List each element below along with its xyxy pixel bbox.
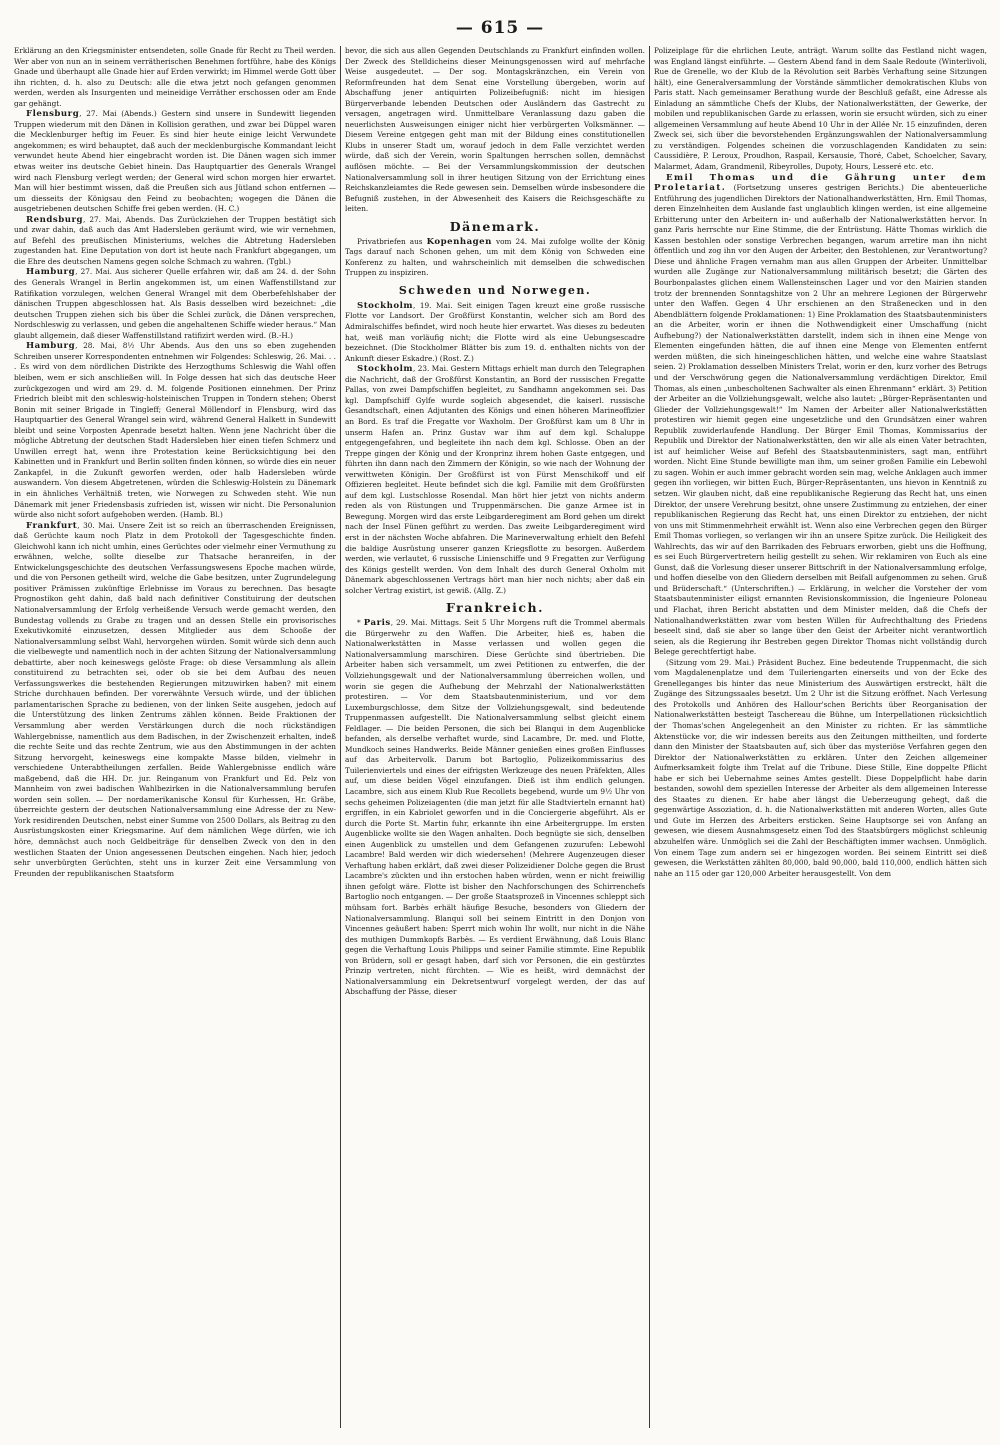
article-text: , 28. Mai, 8½ Uhr Abends. Aus den uns so eben zugehenden Schreiben unserer Korrespondenten entnehmen wir Folgendes: Schleswig, 26. Mai. . . . Es wird von dem nördlichen Distrikte des Herzogthums Schleswig die Wahl offen bleiben, wem er sich anschließen will. In Folge dessen hat sich das deutsche Heer zurückgezogen und wird am 29. d. M. folgende Positionen einnehmen. Der Prinz Friedrich bleibt mit den schleswig-holsteinischen Truppen in Tondern stehen; Oberst Bonin mit seiner Brigade in Tingleff; General Möllendorf in Flensburg, wird das Hauptquartier des General Wrangel sein wird, während General Halkett in Sundewitt bleibt und seine Vorposten Apenrade besetzt halten. Wenn jene Nachricht über die mögliche Abtretung der deutschen Stadt Hadersleben hier einen tiefen Schmerz und Unwillen erregt hat, wenn ihre Protestation keine Berücksichtigung bei den Kabinetten und in Frankfurt und Berlin sollten finden können, so würde dies ein neuer Zankapfel, in die Zukunft geworfen werden, oder halb Hadersleben würde auswandern. Von diesem Abgetretenen, würden die Schleswig-Holstein zu Dänemark in ein ähnliches Verhältniß treten, wie Norwegen zu Schweden steht. Wie nun Dänemark mit jener Friedensbasis zufrieden ist, wissen wir nicht. Die Personalunion würde also nicht sofort aufgehoben werden. (Hamb. Bl.) [14,341,336,520]
column-middle [345,46,645,1426]
article-stockholm-19 [345,301,645,364]
dateline-place: Hamburg [26,341,76,352]
article-prefix: * [357,618,364,628]
article-text: , 27. Mai, Abends. Das Zurückziehen der Truppen bestätigt sich und zwar dahin, daß auch das Amt Hadersleben geräumt wird, wie wir vernehmen, auf Befehl des preußischen Ministeriums, welches die Abtretung Hadersleben zugestanden hat. Eine Deputation von dort ist heute nach Frankfurt abgegangen, um die Ehre des deutschen Namens gegen solche Schmach zu wahren. (Tgbl.) [14,214,336,266]
article-prefix: Privatbriefen aus [357,236,427,246]
article-hamburg-27 [14,267,336,341]
article-text: , 27. Mai. Aus sicherer Quelle erfahren wir, daß am 24. d. der Sohn des Generals Wrangel in Berlin angekommen ist, um einen Waffenstillstand zur Ratifikation vorzulegen, welchen General Wrangel mit dem Oberbefehlshaber der dänischen Truppen abgeschlossen hat. Als Basis desselben wird bezeichnet: „die deutschen Truppen ziehen sich bis über die Schlei zurück, die Dänen versprechen, Nordschleswig zu verlassen, und geben die angehaltenen Schiffe wieder heraus.“ Man glaubt allgemein, daß dieser Waffenstillstand ratifizirt werden wird. (B.-H.) [14,267,336,340]
article-heading: Emil Thomas und die Gährung unter dem Proletariat. [654,172,987,194]
article-hamburg-28 [14,341,336,520]
article-text: , 23. Mai. Gestern Mittags erhielt man durch den Telegraphen die Nachricht, daß der Großfürst Konstantin, an Bord der russischen Fregatte Pallas, von zwei Dampfschiffen begleitet, zu Sandhamn angekommen sei. Das kgl. Dampfschiff Gylfe wurde sogleich abgesendet, die kaiserl. russische Gesandtschaft, einen Adjutanten des Königs und einen höheren Marineoffizier an Bord. Es traf die Fregatte vor Waxholm. Der Großfürst kam um 8 Uhr in unserm Hafen an. Prinz Gustav war ihm auf dem kgl. Schaluppe entgegengefahren, und begleitete ihn nach dem kgl. Schlosse. Oben an der Treppe gingen der König und der Kronprinz ihrem hohen Gaste entgegen, und führten ihn dann nach den Zimmern der Königin, so wie nach der Wohnung der verwittweten Königin. Der Großfürst ist von Fürst Menschikoff und elf Offizieren begleitet. Heute befindet sich die kgl. Familie mit dem Großfürsten auf dem kgl. Lustschlosse Rosendal. Man hört hier jetzt von nichts anderm reden als von Rüstungen und Truppenmärschen. Die ganze Armee ist in Bewegung. Morgen wird das erste Leibgarderegiment am Bord gehen um direkt nach der Insel Fünen geführt zu werden. Das zweite Leibgarderegiment wird erst in der nächsten Woche abfahren. Die Marineverwaltung erhielt den Befehl die baldige Ausrüstung unserer ganzen Kriegsflotte zu besorgen. Außerdem werden, wie verlautet, 6 russische Linienschiffe und 9 Fregatten zur Verfügung des Königs gestellt werden. Von dem Inhalt des durch General Oxholm mit Dänemark abgeschlossenen Vertrags hört man hier noch nichts; aber daß ein solcher Vertrag existirt, ist gewiß. (Allg. Z.) [345,364,645,595]
article-frankfurt [14,521,336,880]
section-heading-daenemark: Dänemark. [449,218,541,234]
column-rule [340,46,341,1428]
article-text: , 27. Mai (Abends.) Gestern sind unsere in Sundewitt liegenden Truppen wiederum mit den Dänen in Kollision gerathen, und zwar bei Düppel waren die Mecklenburger heftig im Feuer. Es sind hier heute einige leicht Verwundete angekommen; es wird behauptet, daß auch der mecklenburgische Kommandant leicht verwundet heute Abend hier eingebracht worden ist. Die Dänen wagen sich immer etwas weiter ins deutsche Gebiet hinein. Das Hauptquartier des Generals Wrangel wird nach Flensburg verlegt werden; der General wird schon morgen hier erwartet. Man will hier bestimmt wissen, daß die Preußen sich aus Jütland schon entfernen — um diesseits der Königsau den Feind zu beobachten; wogegen die Dänen die ausgetriebenen deutschen Schiffe frei geben werden. (H. C.) [14,109,336,214]
dateline-place: Kopenhagen [426,236,492,247]
article-text: (Fortsetzung unseres gestrigen Berichts.) Die abenteuerliche Entführung des jugendlichen Direktors der Nationalhandwerkstätten, Hrn. Emil Thomas, deren Einzelnheiten dem Auslande fast unglaublich klingen werden, ist eine allgemeine Erbitterung unter den Arbeitern in- und außerhalb der Nationalwerkstätten hervor. In ganz Paris herrschte nur Eine Stimme, die der Entrüstung. Hätte Thomas wirklich die Kassen bestohlen oder sonstige Verbrechen begangen, warum arretire man ihn nicht öffentlich und zog ihn vor den Augen der Arbeiter, den Bestohlenen, zur Verantwortung? Diese und ähnliche Fragen vernahm man aus allen Gruppen der Arbeiter. Unmittelbar wurden alle Zugänge zur Nationalversammlung militärisch besetzt; die Gärten des Bourbonpalastes glichen einem Wallensteinschen Lager und vor den Mairien standen trotz der brennenden Sonntagshitze von 2 Uhr an mehrere Legionen der Bürgerwehr unter den Waffen. Gegen 4 Uhr erschienen an den Straßenecken und in den Abendblättern folgende Proklamationen: 1) Eine Proklamation des Staatsbautenministers an die Arbeiter, worin er ihnen die Nothwendigkeit einer Umschaffung (nicht Aufhebung?) der Nationalwerkstätten darstellt, indem sich in ihnen eine Menge von Elementen eingefunden hätten, die auf ihnen eine Menge von Elementen entfernt werden müßten, die sich hineingeschlichen hätten, und welche eine wahre Staatslast seien. 2) Proklamation desselben Ministers Trelat, worin er den, kurz vorher des Betrugs und der Verschwörung gegen die Nationalversammlung verdächtigen Direktor, Emil Thomas, als einen „unbescholtenen Sachwalter als einen Ehrenmann“ erklärt. 3) Petition der Arbeiter an die Vollziehungsgewalt, welche also lautet: „Bürger-Repräsentanten und Glieder der Vollziehungsgewalt!“ Im Namen der Arbeiter aller Nationalwerkstätten protestiren wir hiemit gegen eine ungesetzliche und den Grundsätzen einer wahren Republik zuwiderlaufende Handlung. Der Bürger Emil Thomas, Kommissarius der Republik und Direktor der Nationalwerkstätten, den wir alle als einen Vater betrachten, ist auf heimlicher Weise auf Befehl des Staatsbautenministers, sagt man, entführt worden. Nicht Eine Stunde bewilligte man ihm, um seiner großen Familie ein Lebewohl zu sagen. Wohin er auch immer gebracht worden sein mag, welche Anklagen auch immer gegen ihn vorliegen, wir bitten Euch, Bürger-Repräsentanten, uns hievon in Kenntniß zu setzen. Wir glauben nicht, daß eine republikanische Regierung das Recht hat, uns einen Direktor, der unsere Verehrung besitzt, ohne unsere Zustimmung zu entziehen, der einer republikanischen Regierung das Recht hat, uns einen Direktor zu entziehen, der nicht von uns mit Stimmenmehrheit erwählt ist. Wenn also eine Verbrechen gegen den Bürger Emil Thomas vorliegen, so verlangen wir ihn an unsere Spitze zurück. Die Heiligkeit des Wahlrechts, das wir auf den Barrikaden des Februars erworben, giebt uns die Hoffnung, es sei Euch Bürgervertretern heilig gestellt zu sehen. Wir reklamiren von Euch als eine Gunst, daß die Vorlesung dieser unserer Bittschrift in der Nationalversammlung erfolge, und hoffen dieselbe von den Gliedern derselben mit Beifall aufgenommen zu sehen. Gruß und Brüderschaft.“ (Unterschriften.) — Erklärung, in welcher die Vorsteher der vom Staatsbautenminister eiligst ernannten Revisionskommission, die Ingenieure Poloneau und Flachat, ihren Bericht abstatten und dem Minister melden, daß die Chefs der Nationalhandwerkstätten zwar vom besten Willen für Aufrechthaltung des Friedens beseelt sind, daß sie aber so lange über den Geist der Arbeiter nicht verantwortlich seien, als die Regierung ihr Bestreben gegen Direktor Thomas nicht vollständig durch Belege gerechtfertigt habe. [654,183,987,657]
dateline-place: Stockholm [357,364,413,375]
section-heading-frankreich: Frankreich. [446,600,544,616]
dateline-place: Hamburg [26,267,76,278]
article-continuation: Polizeiplage für die ehrlichen Leute, anträgt. Warum sollte das Festland nicht wagen, was England längst einführte. — Gestern Abend fand in dem Saale Redoute (Winterlivoli, Rue de Grenelle, wo der Klub de la Révolution seit Barbès Verhaftung seine Sitzungen hält), eine Generalversammlung der Vorstände sämmtlicher demokratischen Klubs von Paris statt. Nach gemeinsamer Berathung wurde der Beschluß gefaßt, eine Adresse als Einladung an sämmtliche Chefs der Klubs, der Nationalwerkstätten, der Gewerke, der mobilen und republikanischen Garde zu erlassen, worin sie ersucht würden, sich zu einer allgemeinen Versammlung auf heute Abend 10 Uhr in der Allée Nr. 15 einzufinden, deren Zweck sei, sich über die bevorstehenden Ergänzungswahlen der Nationalversammlung zu verständigen. Folgendes scheinen die vorzuschlagenden Kandidaten zu sein: Caussidière, P. Leroux, Proudhon, Raspail, Kersausie, Thoré, Cabet, Schoelcher, Savary, Malarmet, Adam, Grandmenil, Ribeyrolles, Dupoty, Hours, Lesseré etc. etc. [654,46,987,172]
column-right [654,46,987,1426]
article-text: Präsident Buchez. Eine bedeutende Truppenmacht, die sich vom Magdalenenplatze und dem Tuileriengarten einerseits und von der Ecke des Grenelleganges bis hinter das neue Ministerium des Auswärtigen erstreckt, hält die Zugänge des Sitzungssaales besetzt. Um 2 Uhr ist die Sitzung eröffnet. Nach Verlesung des Protokolls und Anhören des Hallour'schen Berichts über Reorganisation der Nationalwerkstätten besteigt Taschereau die Bühne, um Interpellationen rücksichtlich der Thomas'schen Angelegenheit an den Minister zu richten. Er las sämmtliche Aktenstücke vor, die wir indessen bereits aus den Zeitungen mittheilten, und forderte dann den Minister der Staatsbauten auf, sich über das mysteriöse Verfahren gegen den Direktor der Nationalwerkstätten zu erklären. Unter den Zeichen allgemeiner Aufmerksamkeit folgte ihm Trelat auf die Tribune. Diese Stille, Eine doppelte Pflicht habe er sich bei Uebernahme seines Amtes gestellt. Diese Doppelpflicht habe darin bestanden, sowohl dem speziellen Interesse der Arbeiter als dem allgemeinen Interesse des Staates zu dienen. Er habe aber längst die Ueberzeugung gehegt, daß die gegenwärtige Assoziation, d. h. die Nationalwerkstätten mit anderen Worten, alles Gute und Gute im Herzen des Arbeiters ersticken. Seine Hauptsorge sei von Anfang an gewesen, wie diesem Ausnahmsgesetz einen Tod des Staatsbürgers möglichst schleunig abzuhelfen wäre. Unmöglich sei die Zahl der Beschäftigten immer wachsen. Unmöglich. Von einem Tage zum andern sei er hingezogen worden. Bei seinem Eintritt sei dieß gewesen, die Werkstätten zählten 80,000, bald 90,000, bald 110,000, endlich hätten sich nahe an 115 oder gar 120,000 Arbeiter herausgestellt. Von dem [654,657,987,878]
article-rendsburg [14,215,336,268]
article-text: , 30. Mai. Unsere Zeit ist so reich an überraschenden Ereignissen, daß Gerüchte kaum noch Platz in dem Protokoll der Tagesgeschichte finden. Gleichwohl kann ich nicht umhin, eines Gerüchtes oder vielmehr einer Vermuthung zu erwähnen, welche, sollte dieselbe zur Thatsache heranreifen, in der Entwickelungsgeschichte des deutschen Verfassungswesens Epoche machen würde, und die von Personen getheilt wird, welche die Gabe besitzen, unter Zugrundelegung positiver Prämissen zukünftige Erlebnisse im Voraus zu berechnen. Das besagte Prognostikon geht dahin, daß bald nach definitiver Constituirung der deutschen Nationalversammlung der Erfolg verheißende Versuch werde gemacht werden, den Bundestag vollends zu Grabe zu tragen und an dessen Stelle ein provisorisches Exekutivkomité einzusetzen, dessen Mitglieder aus dem Schooße der Nationalversammlung selbst Wahl, hervorgehen würden. Somit würde sich denn auch die vielbewegte und namentlich noch in der achten Sitzung der Nationalversammlung debattirte, aber noch keineswegs gelöste Frage: ob diese Versammlung als allein constituirend zu betrachten sei, oder ob sie bei dem Aufbau des neuen Verfassungswerkes die bestehenden Regierungen mitzuwirken haben? mit einem Striche durchhauen befinden. Der vorerwähnte Versuch würde, und der üblichen parlamentarischen Sprache zu bedienen, von der linken Seite ausgehen, jedoch auf die Unterstützung des linken Zentrums zählen können. Beide Fraktionen der Versammlung aber werden Verstärkungen durch die noch rückständigen Wahlergebnisse, namentlich aus dem Badischen, in der Zwischenzeit erhalten, indeß die rechte Seite und das rechte Zentrum, wie aus den Abstimmungen in der achten Sitzung hervorgeht, keineswegs eine kompakte Masse bilden, vielmehr in verschiedene Unterabtheilungen zerfallen. Beide Wahlergebnisse endlich wäre maßgebend, daß die HH. Dr. jur. Reinganum von Frankfurt und Ed. Pelz von Mannheim von zwei badischen Wahlbezirken in die Nationalversammlung berufen worden sein sollen. — Der nordamerikanische Konsul für Kurhessen, Hr. Gräbe, überreichte gestern der deutschen Nationalversammlung eine Adresse der zu New-York residirenden Deutschen, nebst einer Summe von 2500 Dollars, als Beitrag zu den Ausrüstungskosten einer Kriegsmarine. Auf dem nämlichen Wege dürfen, wie ich höre, demnächst auch noch Geldbeiträge für denselben Zweck von den in den westlichen Staaten der Union angesessenen Deutschen eingehen. Nach hier, jedoch sehr unverbürgten Gerüchten, steht uns in kurzer Zeit eine Versammlung von Freunden der republikanischen Staatsform [14,520,336,878]
page-number: — 615 — [455,18,545,38]
dateline-place: Flensburg [26,109,80,120]
article-continuation: Erklärung an den Kriegsminister entsendeten, solle Gnade für Recht zu Theil werden. Wer aber von nun an in seinem verrätherischen Benehmen fortführe, habe des Königs Gnade und überhaupt alle Gnade hier auf Erden verwirkt; im Himmel werde Gott über ihn richten, d. h. also zu Deutsch: alle die etwa jetzt noch gefangen genommen werden, werden als Insurgenten und meineidige Verräther erschossen oder am Ende gar gehängt. [14,46,336,108]
section-heading-schweden: Schweden und Norwegen. [398,283,592,297]
article-text: , 29. Mai. Mittags. Seit 5 Uhr Morgens ruft die Trommel abermals die Bürgerwehr zu den Waffen. Die Arbeiter, hieß es, haben die Nationalwerkstätten in Masse verlassen und wollen gegen die Nationalversammlung marschiren. Diese Gerüchte sind übertrieben. Die Arbeiter haben sich versammelt, um zwei Petitionen zu entwerfen, die der Vollziehungsgewalt und der Nationalversammlung überreichen wollen, und worin sie gegen die Aufhebung der Mehrzahl der Nationalwerkstätten protestiren. — Vor dem Staatsbautenministerium, und vor dem Luxemburgschlosse, dem Sitze der Vollziehungsgewalt, sind bedeutende Truppenmassen aufgestellt. Die Nationalversammlung selbst gleicht einem Feldlager. — Die beiden Personen, die sich bei Blanqui in dem Augenblicke befanden, als derselbe verhaftet wurde, sind Lacambre, Dr. med. und Flotte, Mundkoch seines Handwerks. Beide Männer genießen eines großen Einflusses auf das Arbeitervolk. Darum bot Bartoglio, Polizeikommissarius des Tuilerienviertels und eines der eifrigsten Werkzeuge des neuen Präfekten, Alles auf, um diese beiden Vögel einzufangen. Dieß ist ihm endlich gelungen. Lacambre, sich aus einem Klub Rue Recollets begebend, wurde um 9½ Uhr von sechs geheimen Polizeiagenten (die man jetzt für alle Stadtvierteln ernannt hat) ergriffen, in ein Kabriolet geworfen und in die Conciergerie abgeführt. Als er durch die Porte St. Martin fuhr, erkannte ihn eine Arbeitergruppe. Im ersten Augenblicke wollte sie den Wagen anhalten. Doch begnügte sie sich, denselben einen Augenblick zu umstellen und dem Gefangenen zuzurufen: Lebewohl Lacambre! Bald werden wir dich wiedersehen! (Mehrere Augenzeugen dieser Verhaftung haben erklärt, daß zwei dieser Polizeidiener Dolche gegen die Brust Lacambre's zückten und ihn erstochen haben würden, wenn er nicht freiwillig ihnen gefolgt wäre. Flotte ist bisher den Nachforschungen des Schirrenchefs Bartoglio noch entgangen. — Der große Staatsprozeß in Vincennes schleppt sich mühsam fort. Barbès erhält häufige Besuche, besonders von Gliedern der Nationalversammlung. Blanqui soll bei seinem Eintritt in den Donjon von Vincennes geäußert haben: Sperrt mich wohin Ihr wollt, nur nicht in die Nähe des muthigen Dummkopfs Barbès. — Es verdient Erwähnung, daß Louis Blanc gegen die Verhaftung Louis Philipps und seiner Familie stimmte. Eine Republik von Brüdern, soll er gesagt haben, darf sich vor Personen, die ein gestürztes Prinzip vertreten, nicht fürchten. — Wie es heißt, wird demnächst der Nationalversammlung ein Dekretsentwurf vorgelegt werden, der das auf Abschaffung der Pässe, dieser [345,618,645,997]
article-flensburg [14,109,336,214]
article-text: , 19. Mai. Seit einigen Tagen kreuzt eine große russische Flotte vor Landsort. Der Großfürst Konstantin, welcher sich am Bord des Admiralschiffes befindet, wird noch heute hier erwartet. Was dieses zu bedeuten hat, weiß man vorläufig nicht; die Flotte wird als eine Uebungsescadre bezeichnet. (Die Stockholmer Blätter bis zum 19. d. enthalten nichts von der Ankunft dieser Eskadre.) (Rost. Z.) [345,300,645,363]
article-paris [345,618,645,998]
dateline-place: Paris [363,618,391,629]
column-rule [649,46,650,1428]
article-lead: (Sitzung vom 29. Mai.) [666,657,758,667]
dateline-place: Rendsburg [26,214,83,225]
article-stockholm-23 [345,364,645,596]
column-left [14,46,336,1426]
article-text: vom 24. Mai zufolge wollte der König Tags darauf nach Schonen gehen, um mit dem König von Schweden eine Konferenz zu halten, und wahrscheinlich mit demselben die schwedischen Truppen zu inspiziren. [345,236,645,278]
dateline-place: Stockholm [357,300,413,311]
article-sitzung [654,658,987,879]
article-kopenhagen [345,237,645,279]
dateline-place: Frankfurt [26,520,78,531]
article-emil-thomas [654,173,987,658]
article-continuation: bevor, die sich aus allen Gegenden Deutschlands zu Frankfurt einfinden wollen. Der Zweck des Stelldicheins dieser Meinungsgenossen wird auf mehrfache Weise ausgedeutet. — Der sog. Montagskränzchen, ein Verein von Reformfreunden hat dem Senat eine Vorstellung übergeben, worin auf Abschaffung jener antiquirten Polizeibefugniß: nicht im hiesigen Bürgerverbande lebenden Deutschen oder Ausländern das Gastrecht zu versagen, angetragen wird. Unmittelbare Veranlassung dazu gaben die neuerlichsten Ausweisungen einiger nicht hier verbürgerten Volksmänner. — Diesem Vereine entgegen geht man mit der Bildung eines constitutionellen Klubs in unserer Stadt um, worauf jedoch in dem Falle verzichtet werden würde, daß sich der Verein, worin Spaltungen herrschen sollen, demnächst auflösen möchte. — Bei der Versammlungskommission der deutschen Nationalversammlung soll in ihrer heutigen Sitzung von der Errichtung eines Reichskanzleiamtes die Rede gewesen sein. Demselben würde insbesondere die Befugniß zustehen, in der Abwesenheit des Kaisers die Reichsgeschäfte zu leiten. [345,46,645,214]
